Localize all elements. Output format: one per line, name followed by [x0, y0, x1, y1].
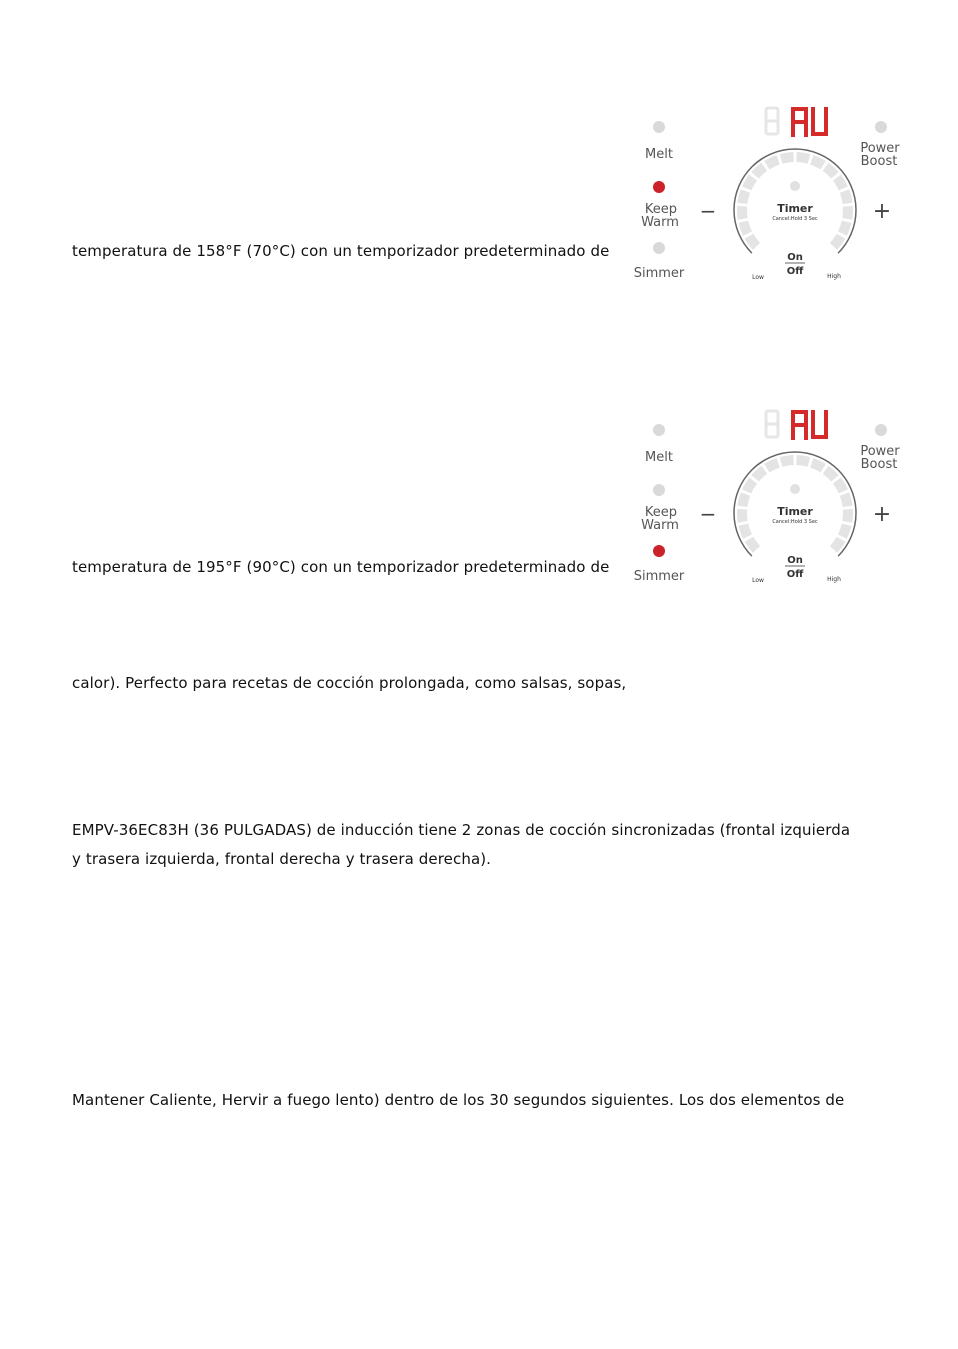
- dial-segment[interactable]: [840, 189, 853, 204]
- melt-label: Melt: [645, 450, 673, 465]
- warm-label: Warm: [641, 215, 679, 230]
- plus-icon[interactable]: +: [872, 502, 892, 527]
- melt-indicator: [653, 424, 665, 436]
- high-label: High: [827, 273, 841, 280]
- timer-cancel-hint: Cancel:Hold 3 Sec: [772, 216, 818, 222]
- keep-label: Keep: [644, 505, 678, 520]
- boost-label: Boost: [860, 457, 898, 472]
- simmer-label: Simmer: [633, 569, 685, 584]
- seven-segment-display: [766, 411, 826, 438]
- warm-label: Warm: [641, 518, 679, 533]
- plus-icon[interactable]: +: [872, 199, 892, 224]
- melt-label: Melt: [645, 147, 673, 162]
- dial-center-dot: [790, 484, 800, 494]
- on-label[interactable]: On: [787, 252, 803, 263]
- low-label: Low: [752, 274, 764, 281]
- power-dial[interactable]: [734, 452, 856, 584]
- dial-segment[interactable]: [796, 152, 810, 164]
- dial-segment[interactable]: [842, 206, 853, 220]
- keep-label: Keep: [644, 202, 678, 217]
- control-panel-simmer: [620, 403, 920, 603]
- timer-label[interactable]: Timer: [777, 505, 813, 518]
- text-line: calor). Perfecto para recetas de cocción prolongada, como salsas, sopas,: [72, 674, 627, 692]
- control-panel-graphic: [620, 100, 920, 300]
- power-label: Power: [860, 141, 900, 156]
- power-boost-indicator: [875, 424, 887, 436]
- dial-segment[interactable]: [840, 492, 853, 507]
- text-line: temperatura de 195°F (90°C) con un temporizador predeterminado de: [72, 558, 610, 576]
- display-digit-u: [813, 109, 826, 134]
- minus-icon[interactable]: −: [699, 502, 717, 526]
- control-panel-keep-warm: [620, 100, 920, 300]
- high-label: High: [827, 576, 841, 583]
- dial-segment[interactable]: [810, 155, 826, 169]
- digit-off: [766, 108, 778, 134]
- melt-indicator: [653, 121, 665, 133]
- simmer-indicator: [653, 545, 665, 557]
- power-boost-indicator: [875, 121, 887, 133]
- low-label: Low: [752, 577, 764, 584]
- seven-segment-display: [766, 108, 826, 135]
- dial-segment[interactable]: [764, 458, 780, 472]
- display-digit-a: [793, 109, 806, 135]
- dial-segment[interactable]: [738, 221, 752, 236]
- keep-warm-indicator: [653, 181, 665, 193]
- timer-cancel-hint: Cancel:Hold 3 Sec: [772, 519, 818, 525]
- text-line: temperatura de 158°F (70°C) con un temporizador predeterminado de: [72, 242, 610, 260]
- display-digit-a: [793, 412, 806, 438]
- dial-segment[interactable]: [764, 155, 780, 169]
- dial-segment[interactable]: [737, 206, 748, 220]
- text-line: y trasera izquierda, frontal derecha y trasera derecha).: [72, 850, 492, 868]
- off-label[interactable]: Off: [786, 569, 804, 580]
- text-line: EMPV-36EC83H (36 PULGADAS) de inducción tiene 2 zonas de cocción sincronizadas (frontal izquierda: [72, 821, 851, 839]
- dial-segment[interactable]: [780, 455, 794, 467]
- power-dial[interactable]: [734, 149, 856, 281]
- power-label: Power: [860, 444, 900, 459]
- dial-segment[interactable]: [780, 152, 794, 164]
- off-label[interactable]: Off: [786, 266, 804, 277]
- control-panel-graphic: [620, 403, 920, 603]
- dial-segment[interactable]: [838, 524, 852, 539]
- boost-label: Boost: [860, 154, 898, 169]
- dial-segment[interactable]: [810, 458, 826, 472]
- keep-warm-indicator: [653, 484, 665, 496]
- dial-segment[interactable]: [737, 492, 750, 507]
- dial-segment[interactable]: [796, 455, 810, 467]
- dial-segment[interactable]: [842, 509, 853, 523]
- minus-icon[interactable]: −: [699, 199, 717, 223]
- dial-segment[interactable]: [738, 524, 752, 539]
- dial-segment[interactable]: [838, 221, 852, 236]
- display-digit-u: [813, 412, 826, 437]
- simmer-label: Simmer: [633, 266, 685, 281]
- text-line: Mantener Caliente, Hervir a fuego lento) dentro de los 30 segundos siguientes. Los dos elementos de: [72, 1091, 845, 1109]
- dial-segment[interactable]: [737, 189, 750, 204]
- timer-label[interactable]: Timer: [777, 202, 813, 215]
- dial-segment[interactable]: [737, 509, 748, 523]
- on-label[interactable]: On: [787, 555, 803, 566]
- digit-off: [766, 411, 778, 437]
- simmer-indicator: [653, 242, 665, 254]
- dial-center-dot: [790, 181, 800, 191]
